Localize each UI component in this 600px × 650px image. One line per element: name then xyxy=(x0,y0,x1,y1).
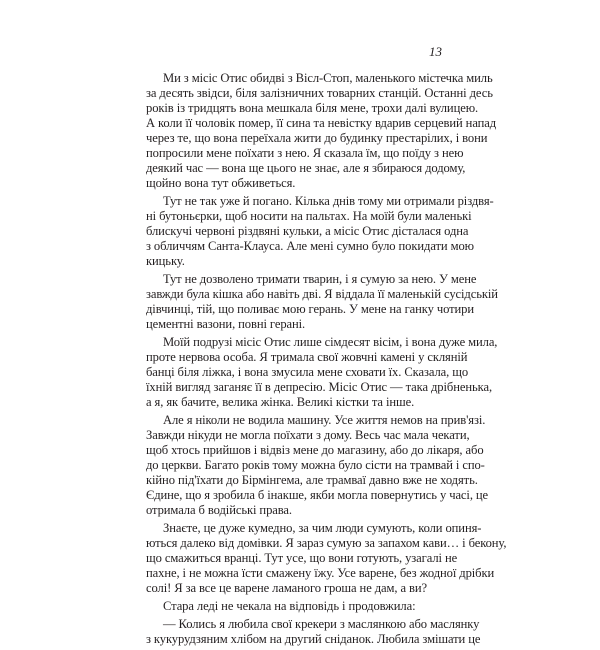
text-line: проте нервова особа. Я тримала свої жовчні камені у скляній xyxy=(146,350,468,364)
text-line: з обличчям Санта-Клауса. Але мені сумно було покидати мою xyxy=(146,239,474,253)
text-line: деякий час — вона ще цього не знає, але я збираюся додому, xyxy=(146,161,466,175)
text-line: років із тридцять вона мешкала біля мене, трохи далі вулицею. xyxy=(146,101,479,115)
text-line: Ми з місіс Отис обидві з Вісл-Стоп, маленького містечка миль xyxy=(163,71,493,85)
text-line: цементні вазони, повні герані. xyxy=(146,317,306,331)
text-line: блискучі червоні різдвяні кульки, а місіс Отис дісталася одна xyxy=(146,224,469,238)
text-line: попросили мене поїхати з нею. Я сказала їм, що поїду з нею xyxy=(146,146,464,160)
text-line: ються далеко від домівки. Я зараз сумую за запахом кави… і бекону, xyxy=(146,536,507,550)
text-line: Моїй подрузі місіс Отис лише сімдесят вісім, і вона дуже мила, xyxy=(163,335,498,349)
paragraph-8 xyxy=(146,617,481,647)
text-line: пахне, і не можна їсти смажену їжу. Усе варене, без жодної дрібки xyxy=(146,566,495,580)
text-line: їхній вигляд заганяє її в депресію. Місіс Отис — така дрібненька, xyxy=(146,380,492,394)
text-line: Тут не так уже й погано. Кілька днів тому ми отримали різдвя- xyxy=(163,194,494,208)
text-line: що смажиться вранці. Тут усе, що вони готують, узагалі не xyxy=(146,551,458,565)
text-line: кійно під'їхати до Бірмінгема, але трамваї давно вже не ходять. xyxy=(146,473,478,487)
text-line: — Колись я любила свої крекери з маслянкою або маслянку xyxy=(163,617,480,631)
text-line: щоб хтось прийшов і відвіз мене до магазину, або до лікаря, або xyxy=(146,443,484,457)
text-line: через те, що вона переїхала жити до будинку престарілих, і вони xyxy=(146,131,488,145)
paragraph-1 xyxy=(146,71,497,191)
text-line: дівчинці, тій, що поливає мою герань. У мене на ганку чотири xyxy=(146,302,475,316)
text-line: до церкви. Багато років тому можна було сісти на трамвай і спо- xyxy=(146,458,485,472)
text-line: солі! Я за все це варене ламаного гроша не дам, а ви? xyxy=(146,581,428,595)
text-line: отримала б водійські права. xyxy=(146,503,292,517)
text-line: за десять звідси, біля залізничних товарних станцій. Останні десь xyxy=(146,86,493,100)
text-line: Єдине, що я зробила б інакше, якби могла повернутись у часі, це xyxy=(146,488,489,502)
body-text xyxy=(146,71,507,650)
paragraph-4 xyxy=(146,335,498,410)
paragraph-6 xyxy=(146,521,507,596)
text-line: а я, як бачите, велика жінка. Великі кістки та інше. xyxy=(146,395,415,409)
paragraph-5 xyxy=(146,413,489,518)
text-line: з кукурудзяним хлібом на другий сніданок. Любила змішати це xyxy=(146,632,481,646)
page-number: 13 xyxy=(429,44,442,59)
text-line: Але я ніколи не водила машину. Усе життя немов на прив'язі. xyxy=(163,413,486,427)
paragraph-3 xyxy=(146,272,498,332)
text-line: щойно вона тут обживеться. xyxy=(146,176,296,190)
text-line: банці біля ліжка, і вона змусила мене сховати їх. Сказала, що xyxy=(146,365,469,379)
text-line: Завжди нікуди не могла поїхати з дому. Весь час мала чекати, xyxy=(146,428,470,442)
text-line: Знаєте, це дуже кумедно, за чим люди сумують, коли опиня- xyxy=(163,521,482,535)
text-line: Стара леді не чекала на відповідь і продовжила: xyxy=(163,599,416,613)
text-line: завжди була кішка або навіть дві. Я віддала її маленькій сусідській xyxy=(146,287,498,301)
text-line: А коли її чоловік помер, її сина та невістку вдарив серцевий напад xyxy=(146,116,497,130)
paragraph-7 xyxy=(146,599,443,614)
text-line: ні бутоньєрки, щоб носити на пальтах. На моїй були маленькі xyxy=(146,209,472,223)
paragraph-2 xyxy=(146,194,494,269)
text-line: кицьку. xyxy=(146,254,185,268)
text-line: Тут не дозволено тримати тварин, і я сумую за нею. У мене xyxy=(163,272,477,286)
